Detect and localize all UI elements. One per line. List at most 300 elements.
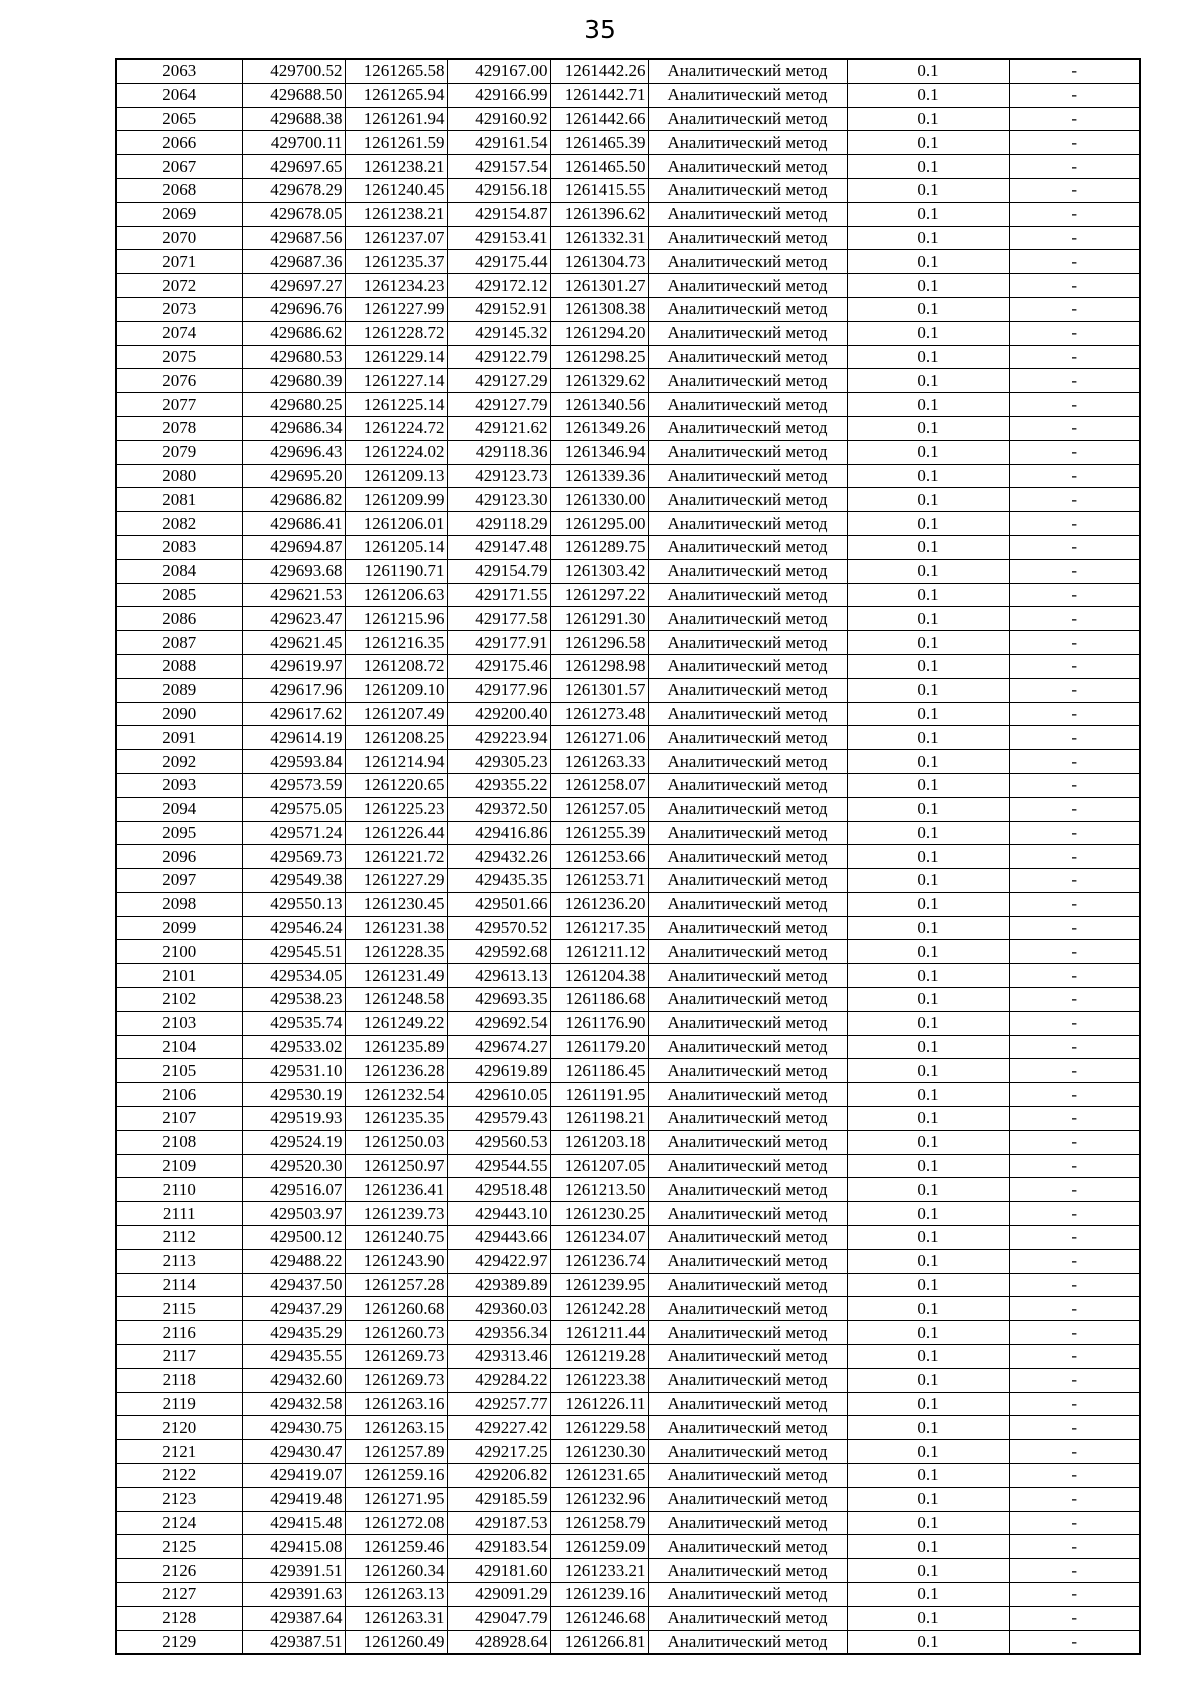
x-old: 429391.63: [242, 1583, 345, 1607]
x-new: 429223.94: [447, 726, 550, 750]
x-new: 429147.48: [447, 535, 550, 559]
method-cell: Аналитический метод: [648, 726, 847, 750]
table-row: [116, 1011, 1140, 1035]
y-old: 1261235.89: [345, 1035, 447, 1059]
y-new: 1261234.07: [550, 1226, 648, 1250]
method-cell: Аналитический метод: [648, 1416, 847, 1440]
method-cell: Аналитический метод: [648, 464, 847, 488]
y-old: 1261250.03: [345, 1130, 447, 1154]
table-row: [116, 1154, 1140, 1178]
accuracy: 0.1: [847, 1035, 1009, 1059]
table-row: [116, 131, 1140, 155]
x-old: 429694.87: [242, 535, 345, 559]
table-row: [116, 1035, 1140, 1059]
point-number: 2076: [116, 369, 242, 393]
table-row: [116, 1202, 1140, 1226]
point-number: 2114: [116, 1273, 242, 1297]
table-row: [116, 178, 1140, 202]
point-number: 2127: [116, 1583, 242, 1607]
y-old: 1261263.16: [345, 1392, 447, 1416]
y-new: 1261198.21: [550, 1107, 648, 1131]
table-row: [116, 940, 1140, 964]
y-old: 1261269.73: [345, 1345, 447, 1369]
point-number: 2124: [116, 1511, 242, 1535]
x-new: 429432.26: [447, 845, 550, 869]
coordinates-table: [115, 58, 1141, 1655]
y-new: 1261442.66: [550, 107, 648, 131]
note-cell: -: [1009, 678, 1140, 702]
y-new: 1261294.20: [550, 321, 648, 345]
point-number: 2092: [116, 750, 242, 774]
table-row: [116, 821, 1140, 845]
note-cell: -: [1009, 1249, 1140, 1273]
x-old: 429617.96: [242, 678, 345, 702]
y-new: 1261304.73: [550, 250, 648, 274]
point-number: 2128: [116, 1606, 242, 1630]
x-new: 429153.41: [447, 226, 550, 250]
y-new: 1261349.26: [550, 416, 648, 440]
y-old: 1261236.28: [345, 1059, 447, 1083]
y-old: 1261250.97: [345, 1154, 447, 1178]
y-new: 1261229.58: [550, 1416, 648, 1440]
x-old: 429546.24: [242, 916, 345, 940]
table-row: [116, 321, 1140, 345]
x-new: 429177.96: [447, 678, 550, 702]
note-cell: -: [1009, 1606, 1140, 1630]
y-old: 1261205.14: [345, 535, 447, 559]
note-cell: -: [1009, 1345, 1140, 1369]
accuracy: 0.1: [847, 1416, 1009, 1440]
accuracy: 0.1: [847, 535, 1009, 559]
x-old: 429686.34: [242, 416, 345, 440]
note-cell: -: [1009, 1297, 1140, 1321]
x-new: 429613.13: [447, 964, 550, 988]
x-old: 429687.56: [242, 226, 345, 250]
x-new: 429047.79: [447, 1606, 550, 1630]
y-old: 1261227.29: [345, 869, 447, 893]
y-new: 1261271.06: [550, 726, 648, 750]
point-number: 2094: [116, 797, 242, 821]
accuracy: 0.1: [847, 678, 1009, 702]
table-row: [116, 512, 1140, 536]
x-old: 429619.97: [242, 654, 345, 678]
x-new: 429166.99: [447, 83, 550, 107]
accuracy: 0.1: [847, 916, 1009, 940]
point-number: 2100: [116, 940, 242, 964]
x-old: 429538.23: [242, 988, 345, 1012]
y-new: 1261465.50: [550, 155, 648, 179]
x-new: 429372.50: [447, 797, 550, 821]
x-old: 429430.75: [242, 1416, 345, 1440]
y-old: 1261249.22: [345, 1011, 447, 1035]
y-new: 1261176.90: [550, 1011, 648, 1035]
method-cell: Аналитический метод: [648, 178, 847, 202]
method-cell: Аналитический метод: [648, 869, 847, 893]
accuracy: 0.1: [847, 702, 1009, 726]
y-old: 1261263.13: [345, 1583, 447, 1607]
table-row: [116, 1392, 1140, 1416]
table-row: [116, 869, 1140, 893]
y-new: 1261303.42: [550, 559, 648, 583]
y-old: 1261207.49: [345, 702, 447, 726]
accuracy: 0.1: [847, 107, 1009, 131]
y-new: 1261289.75: [550, 535, 648, 559]
x-old: 429695.20: [242, 464, 345, 488]
accuracy: 0.1: [847, 155, 1009, 179]
y-old: 1261226.44: [345, 821, 447, 845]
method-cell: Аналитический метод: [648, 559, 847, 583]
y-old: 1261238.21: [345, 155, 447, 179]
y-old: 1261263.31: [345, 1606, 447, 1630]
y-new: 1261415.55: [550, 178, 648, 202]
y-old: 1261271.95: [345, 1487, 447, 1511]
note-cell: -: [1009, 773, 1140, 797]
x-new: 429610.05: [447, 1083, 550, 1107]
x-new: 429156.18: [447, 178, 550, 202]
method-cell: Аналитический метод: [648, 916, 847, 940]
x-old: 429535.74: [242, 1011, 345, 1035]
y-old: 1261209.99: [345, 488, 447, 512]
note-cell: -: [1009, 583, 1140, 607]
point-number: 2120: [116, 1416, 242, 1440]
accuracy: 0.1: [847, 1464, 1009, 1488]
note-cell: -: [1009, 654, 1140, 678]
x-old: 429435.29: [242, 1321, 345, 1345]
x-new: 429570.52: [447, 916, 550, 940]
x-new: 429121.62: [447, 416, 550, 440]
x-old: 429573.59: [242, 773, 345, 797]
note-cell: -: [1009, 869, 1140, 893]
x-new: 429619.89: [447, 1059, 550, 1083]
point-number: 2109: [116, 1154, 242, 1178]
y-old: 1261248.58: [345, 988, 447, 1012]
point-number: 2067: [116, 155, 242, 179]
accuracy: 0.1: [847, 178, 1009, 202]
x-old: 429435.55: [242, 1345, 345, 1369]
y-old: 1261232.54: [345, 1083, 447, 1107]
x-old: 429520.30: [242, 1154, 345, 1178]
x-new: 429145.32: [447, 321, 550, 345]
y-old: 1261216.35: [345, 631, 447, 655]
table-row: [116, 274, 1140, 298]
accuracy: 0.1: [847, 274, 1009, 298]
x-new: 429416.86: [447, 821, 550, 845]
table-row: [116, 797, 1140, 821]
y-old: 1261231.49: [345, 964, 447, 988]
x-old: 429437.50: [242, 1273, 345, 1297]
table-row: [116, 1559, 1140, 1583]
point-number: 2129: [116, 1630, 242, 1654]
x-old: 429696.76: [242, 297, 345, 321]
x-new: 429435.35: [447, 869, 550, 893]
table-row: [116, 773, 1140, 797]
point-number: 2072: [116, 274, 242, 298]
accuracy: 0.1: [847, 892, 1009, 916]
accuracy: 0.1: [847, 226, 1009, 250]
y-new: 1261301.57: [550, 678, 648, 702]
y-new: 1261242.28: [550, 1297, 648, 1321]
x-old: 429387.64: [242, 1606, 345, 1630]
y-new: 1261332.31: [550, 226, 648, 250]
point-number: 2078: [116, 416, 242, 440]
point-number: 2107: [116, 1107, 242, 1131]
y-new: 1261329.62: [550, 369, 648, 393]
accuracy: 0.1: [847, 1440, 1009, 1464]
table-row: [116, 964, 1140, 988]
note-cell: -: [1009, 559, 1140, 583]
table-row: [116, 678, 1140, 702]
y-old: 1261215.96: [345, 607, 447, 631]
note-cell: -: [1009, 702, 1140, 726]
note-cell: -: [1009, 1630, 1140, 1654]
y-old: 1261257.89: [345, 1440, 447, 1464]
y-old: 1261261.59: [345, 131, 447, 155]
table-row: [116, 1368, 1140, 1392]
table-row: [116, 1226, 1140, 1250]
y-new: 1261232.96: [550, 1487, 648, 1511]
y-old: 1261206.63: [345, 583, 447, 607]
note-cell: -: [1009, 750, 1140, 774]
table-row: [116, 535, 1140, 559]
x-new: 429313.46: [447, 1345, 550, 1369]
accuracy: 0.1: [847, 1559, 1009, 1583]
x-old: 429688.38: [242, 107, 345, 131]
y-new: 1261213.50: [550, 1178, 648, 1202]
y-new: 1261207.05: [550, 1154, 648, 1178]
point-number: 2117: [116, 1345, 242, 1369]
table-row: [116, 702, 1140, 726]
x-new: 429167.00: [447, 59, 550, 83]
note-cell: -: [1009, 1416, 1140, 1440]
x-old: 429545.51: [242, 940, 345, 964]
point-number: 2086: [116, 607, 242, 631]
y-old: 1261228.35: [345, 940, 447, 964]
note-cell: -: [1009, 131, 1140, 155]
accuracy: 0.1: [847, 773, 1009, 797]
table-row: [116, 1297, 1140, 1321]
y-new: 1261297.22: [550, 583, 648, 607]
x-new: 429185.59: [447, 1487, 550, 1511]
x-new: 429227.42: [447, 1416, 550, 1440]
x-new: 429157.54: [447, 155, 550, 179]
x-old: 429680.53: [242, 345, 345, 369]
note-cell: -: [1009, 1130, 1140, 1154]
point-number: 2112: [116, 1226, 242, 1250]
x-old: 429432.58: [242, 1392, 345, 1416]
y-old: 1261265.94: [345, 83, 447, 107]
x-new: 429693.35: [447, 988, 550, 1012]
y-old: 1261272.08: [345, 1511, 447, 1535]
x-new: 429177.91: [447, 631, 550, 655]
y-old: 1261240.45: [345, 178, 447, 202]
x-new: 429257.77: [447, 1392, 550, 1416]
y-old: 1261259.16: [345, 1464, 447, 1488]
point-number: 2074: [116, 321, 242, 345]
point-number: 2098: [116, 892, 242, 916]
y-new: 1261259.09: [550, 1535, 648, 1559]
point-number: 2102: [116, 988, 242, 1012]
table-row: [116, 631, 1140, 655]
method-cell: Аналитический метод: [648, 1297, 847, 1321]
table-row: [116, 750, 1140, 774]
note-cell: -: [1009, 1583, 1140, 1607]
x-old: 429430.47: [242, 1440, 345, 1464]
accuracy: 0.1: [847, 750, 1009, 774]
accuracy: 0.1: [847, 202, 1009, 226]
note-cell: -: [1009, 202, 1140, 226]
method-cell: Аналитический метод: [648, 1487, 847, 1511]
table-row: [116, 83, 1140, 107]
x-new: 428928.64: [447, 1630, 550, 1654]
accuracy: 0.1: [847, 559, 1009, 583]
table-row: [116, 226, 1140, 250]
x-old: 429696.43: [242, 440, 345, 464]
x-new: 429217.25: [447, 1440, 550, 1464]
method-cell: Аналитический метод: [648, 1011, 847, 1035]
y-old: 1261225.23: [345, 797, 447, 821]
note-cell: -: [1009, 1392, 1140, 1416]
method-cell: Аналитический метод: [648, 892, 847, 916]
x-new: 429171.55: [447, 583, 550, 607]
note-cell: -: [1009, 1059, 1140, 1083]
table-row: [116, 845, 1140, 869]
table-row: [116, 1273, 1140, 1297]
y-old: 1261206.01: [345, 512, 447, 536]
note-cell: -: [1009, 1321, 1140, 1345]
point-number: 2116: [116, 1321, 242, 1345]
method-cell: Аналитический метод: [648, 1226, 847, 1250]
accuracy: 0.1: [847, 512, 1009, 536]
x-old: 429593.84: [242, 750, 345, 774]
note-cell: -: [1009, 821, 1140, 845]
accuracy: 0.1: [847, 654, 1009, 678]
table-row: [116, 393, 1140, 417]
y-old: 1261269.73: [345, 1368, 447, 1392]
method-cell: Аналитический метод: [648, 1154, 847, 1178]
method-cell: Аналитический метод: [648, 1535, 847, 1559]
accuracy: 0.1: [847, 964, 1009, 988]
x-new: 429200.40: [447, 702, 550, 726]
x-new: 429154.79: [447, 559, 550, 583]
y-new: 1261291.30: [550, 607, 648, 631]
y-new: 1261296.58: [550, 631, 648, 655]
table-row: [116, 107, 1140, 131]
point-number: 2103: [116, 1011, 242, 1035]
table-row: [116, 1464, 1140, 1488]
y-new: 1261239.16: [550, 1583, 648, 1607]
y-new: 1261236.20: [550, 892, 648, 916]
table-row: [116, 892, 1140, 916]
y-old: 1261227.14: [345, 369, 447, 393]
table-row: [116, 345, 1140, 369]
point-number: 2070: [116, 226, 242, 250]
accuracy: 0.1: [847, 440, 1009, 464]
y-new: 1261465.39: [550, 131, 648, 155]
method-cell: Аналитический метод: [648, 83, 847, 107]
accuracy: 0.1: [847, 369, 1009, 393]
page-number: 35: [584, 15, 616, 44]
note-cell: -: [1009, 488, 1140, 512]
point-number: 2063: [116, 59, 242, 83]
accuracy: 0.1: [847, 1606, 1009, 1630]
point-number: 2068: [116, 178, 242, 202]
y-new: 1261258.07: [550, 773, 648, 797]
accuracy: 0.1: [847, 1059, 1009, 1083]
x-new: 429122.79: [447, 345, 550, 369]
x-old: 429516.07: [242, 1178, 345, 1202]
x-new: 429389.89: [447, 1273, 550, 1297]
x-old: 429614.19: [242, 726, 345, 750]
y-new: 1261236.74: [550, 1249, 648, 1273]
point-number: 2081: [116, 488, 242, 512]
x-new: 429091.29: [447, 1583, 550, 1607]
x-new: 429284.22: [447, 1368, 550, 1392]
method-cell: Аналитический метод: [648, 583, 847, 607]
note-cell: -: [1009, 1464, 1140, 1488]
y-new: 1261204.38: [550, 964, 648, 988]
point-number: 2089: [116, 678, 242, 702]
accuracy: 0.1: [847, 131, 1009, 155]
x-new: 429356.34: [447, 1321, 550, 1345]
y-old: 1261239.73: [345, 1202, 447, 1226]
accuracy: 0.1: [847, 988, 1009, 1012]
x-old: 429623.47: [242, 607, 345, 631]
y-old: 1261265.58: [345, 59, 447, 83]
y-new: 1261273.48: [550, 702, 648, 726]
x-old: 429519.93: [242, 1107, 345, 1131]
table-row: [116, 155, 1140, 179]
note-cell: -: [1009, 964, 1140, 988]
point-number: 2113: [116, 1249, 242, 1273]
x-old: 429387.51: [242, 1630, 345, 1654]
x-new: 429305.23: [447, 750, 550, 774]
method-cell: Аналитический метод: [648, 1511, 847, 1535]
accuracy: 0.1: [847, 1535, 1009, 1559]
y-new: 1261266.81: [550, 1630, 648, 1654]
method-cell: Аналитический метод: [648, 274, 847, 298]
y-new: 1261308.38: [550, 297, 648, 321]
method-cell: Аналитический метод: [648, 488, 847, 512]
point-number: 2064: [116, 83, 242, 107]
y-new: 1261298.25: [550, 345, 648, 369]
method-cell: Аналитический метод: [648, 1059, 847, 1083]
point-number: 2121: [116, 1440, 242, 1464]
accuracy: 0.1: [847, 1487, 1009, 1511]
point-number: 2065: [116, 107, 242, 131]
point-number: 2108: [116, 1130, 242, 1154]
method-cell: Аналитический метод: [648, 821, 847, 845]
y-new: 1261211.44: [550, 1321, 648, 1345]
x-old: 429503.97: [242, 1202, 345, 1226]
accuracy: 0.1: [847, 464, 1009, 488]
accuracy: 0.1: [847, 1178, 1009, 1202]
y-old: 1261263.15: [345, 1416, 447, 1440]
method-cell: Аналитический метод: [648, 155, 847, 179]
method-cell: Аналитический метод: [648, 750, 847, 774]
note-cell: -: [1009, 297, 1140, 321]
note-cell: -: [1009, 226, 1140, 250]
y-old: 1261209.10: [345, 678, 447, 702]
note-cell: -: [1009, 797, 1140, 821]
note-cell: -: [1009, 1178, 1140, 1202]
x-new: 429177.58: [447, 607, 550, 631]
y-old: 1261229.14: [345, 345, 447, 369]
method-cell: Аналитический метод: [648, 1368, 847, 1392]
table-row: [116, 1583, 1140, 1607]
y-new: 1261219.28: [550, 1345, 648, 1369]
method-cell: Аналитический метод: [648, 416, 847, 440]
x-old: 429415.48: [242, 1511, 345, 1535]
